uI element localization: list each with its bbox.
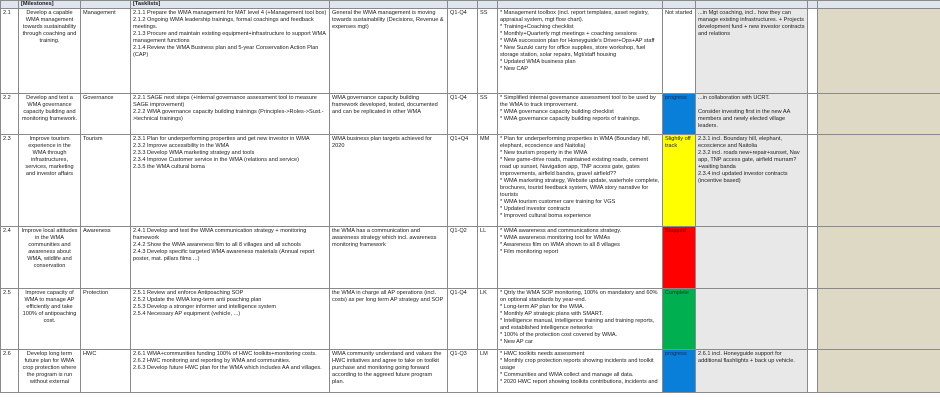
milestone-cell: Develop a capable WMA management towards sustainability through coaching and training. xyxy=(19,8,81,93)
owner-cell: LM xyxy=(478,349,498,392)
comments-cell: ...in Mgt coaching, incl.. how they can manage existing infrastructures. + Projects development fund + new investor contracts and relations xyxy=(696,8,808,93)
period-cell: Q1-Q3 xyxy=(448,349,478,392)
outputs-cell: * Simplified internal governance assessment tool to be used by the WMA to track improvement. * WMA governance capacity building checklist * WMA governance capacity building reports of trainings. xyxy=(498,93,663,134)
indicator-cell: General the WMA management is moving towards sustainability (Decisions, Revenue & expenses mgt) xyxy=(330,8,448,93)
milestone-cell: Develop and test a WMA governance capacity building and monitoring framework. xyxy=(19,93,81,134)
comments-cell: 2.6.1 incl. Honeyguide support for additional flashlights + back up vehicle. xyxy=(696,349,808,392)
row-id: 2.3 xyxy=(1,134,19,226)
indicator-cell: WMA business plan targets achieved for 2020 xyxy=(330,134,448,226)
spacer-cell xyxy=(808,349,818,392)
outputs-cell: * Qtrly the WMA SOP monitoring, 100% on mandatory and 60% on optional standards by year-end. * Long-term AP plan for the WMA. * Monthly AP strategic plans with SMART. * Intelligence manual, intelligence training and training reports, and established intelligence networks * 100% of the protection cost covered by WMA. * New AP car xyxy=(498,288,663,349)
header-cell xyxy=(696,1,808,9)
tasks-cell: 2.4.1 Develop and test the WMA communication strategy + monitoring framework 2.4.2 Show the WMA awareness film to all 8 villages and all schools 2.4.3 Develop specific targeted WMA awareness materials (Annual report poster, mat. pillars films ...) xyxy=(131,226,330,288)
header-milestones: [Milestones] xyxy=(19,1,81,9)
area-cell: Protection xyxy=(81,288,131,349)
tasks-cell: 2.1.1 Prepare the WMA management for MAT level 4 (+Management tool box) 2.1.2 Ongoing WMA leadership trainings, formal coachings and feedback meetings. 2.1.3 Procure and maintain existing equipment+infrastructure to support WMA management functions 2.1.4 Review the WMA Business plan and 5-year Conservation Action Plan (CAP) xyxy=(131,8,330,93)
area-cell: Governance xyxy=(81,93,131,134)
header-cell xyxy=(498,1,663,9)
spacer-cell xyxy=(808,93,818,134)
area-cell: Management xyxy=(81,8,131,93)
owner-cell: MM xyxy=(478,134,498,226)
outputs-cell: * HWC toolkits needs assessment * Monthly crop protection reports showing incidents and toolkit usage * Communities and WMA collect and manage all data. * 2020 HWC report showing toolkits contributions, incidents and xyxy=(498,349,663,392)
outputs-cell: * Plan for underperforming properties in WMA (Boundary hill, elephant, ecoscience and Naitolia) * New tourism property in the WMA * New game-drive roads, maintained existing roads, cement road up sunset, Navigation app, TNP access gate, gates improvements, airfield bandra, gravel airfield?? * WMA marketing strategy, Website update, waterhole complete, brochures, tourist feedback system, WMA story narrative for tourists * WMA tourism customer care training for VGS * Updated investor contracts * Improved cultural boma experience xyxy=(498,134,663,226)
header-cell xyxy=(808,1,818,9)
status-cell: Complete xyxy=(663,288,696,349)
period-cell: Q1-Q4 xyxy=(448,8,478,93)
table-row xyxy=(1,134,940,226)
notes-cell xyxy=(818,134,940,226)
row-id: 2.2 xyxy=(1,93,19,134)
area-cell: Tourism xyxy=(81,134,131,226)
owner-cell: SS xyxy=(478,8,498,93)
row-id: 2.6 xyxy=(1,349,19,392)
milestone-cell: Improve tourism experience in the WMA through infrastructures, services, marketing and investor affairs xyxy=(19,134,81,226)
period-cell: Q1+Q4 xyxy=(448,134,478,226)
outputs-cell: * Management toolbox (incl. report templates, asset registry, appraisal system, mgt flow chart). * Training+Coaching checklist * Monthly+Quarterly mgt meetings + coaching sessions * WMA succession plan for Honeyguide's Driver+Ops+AP staff * New Suzuki carry for office supplies, store workshop, fuel storage station, solar repairs, Mgt/staff housing * Updated WMA business plan * New CAP xyxy=(498,8,663,93)
milestone-cell: Develop long term future plan for WMA crop protection where the program is run without external xyxy=(19,349,81,392)
table-row xyxy=(1,226,940,288)
header-cell xyxy=(448,1,478,9)
indicator-cell: the WMA in charge all AP operations (incl. costs) as per long term AP strategy and SOP xyxy=(330,288,448,349)
indicator-cell: WMA governance capacity building framework developed, tested, documented and can be replicated in other WMA xyxy=(330,93,448,134)
outputs-cell: * WMA awareness and communications strategy. * WMA awareness monitoring tool for WMAs * Awareness film on WMA shown to all 8 villages * Film monitoring report xyxy=(498,226,663,288)
area-cell: HWC xyxy=(81,349,131,392)
row-id: 2.1 xyxy=(1,8,19,93)
spacer-cell xyxy=(808,134,818,226)
period-cell: Q1-Q4 xyxy=(448,288,478,349)
table-row xyxy=(1,8,940,93)
header-cell xyxy=(818,1,940,9)
milestone-cell: Improve local attitudes in the WMA communities and awareness about WMA, wildlife and conservation xyxy=(19,226,81,288)
spacer-cell xyxy=(808,288,818,349)
header-row xyxy=(1,1,940,9)
indicator-cell: the WMA has a communication and awareness strategy which incl. awareness monitoring framework xyxy=(330,226,448,288)
header-cell xyxy=(81,1,131,9)
tasks-cell: 2.5.1 Review and enforce Antipoaching SOP 2.5.2 Update the WMA long-term anti poaching plan 2.5.3 Develop a stronger informer and intelligence system 2.5.4 Necessary AP equipment (vehicle, ...) xyxy=(131,288,330,349)
comments-cell: 2.3.1 incl. Boundary hill, elephant, ecoscience and Naitolia 2.3.2 incl. roads new+repair+sunset, Nav app, TNP access gate, airfield murram?+waiting banda 2.3.4 incl updated investor contracts (incentive based) xyxy=(696,134,808,226)
row-id: 2.4 xyxy=(1,226,19,288)
milestone-cell: Improve capacity of WMA to manage AP efficiently and take 100% of antipoaching cost. xyxy=(19,288,81,349)
notes-cell xyxy=(818,226,940,288)
status-cell: Not started xyxy=(663,8,696,93)
notes-cell xyxy=(818,8,940,93)
tasks-cell: 2.6.1 WMA+communities funding 100% of HWC toolkits+monitoring costs. 2.6.2 HWC monitoring and reporting by WMA and communities. 2.6.3 Develop future HWC plan for the WMA which includes AA and villages. xyxy=(131,349,330,392)
tasks-cell: 2.2.1 SAGE next steps (+internal governance assessment tool to measure SAGE improvement) 2.2.2 WMA governance capacity building trainings (Principles->Roles->Sust.->technical trainings) xyxy=(131,93,330,134)
status-cell: Stopped xyxy=(663,226,696,288)
header-cell xyxy=(478,1,498,9)
status-cell: Slightly off track xyxy=(663,134,696,226)
notes-cell xyxy=(818,288,940,349)
header-cell xyxy=(1,1,19,9)
comments-cell xyxy=(696,226,808,288)
spacer-cell xyxy=(808,8,818,93)
table-row xyxy=(1,93,940,134)
status-cell: progress xyxy=(663,93,696,134)
comments-cell: ...in collaboration with UCRT. Consider investing first in the new AA members and newly elected village leaders. xyxy=(696,93,808,134)
comments-cell xyxy=(696,288,808,349)
spacer-cell xyxy=(808,226,818,288)
header-cell xyxy=(330,1,448,9)
notes-cell xyxy=(818,349,940,392)
owner-cell: LK xyxy=(478,288,498,349)
table-row xyxy=(1,349,940,392)
header-tasklists: [Tasklists] xyxy=(131,1,330,9)
tasks-cell: 2.3.1 Plan for underperforming properties and get new investor in WMA 2.3.2 Improve accessibility in the WMA 2.3.3 Develop WMA marketing strategy and tools 2.3.4 Improve Customer service in the WMA (relations and service) 2.3.5 the WMA cultural boma xyxy=(131,134,330,226)
header-cell xyxy=(663,1,696,9)
table-row xyxy=(1,288,940,349)
notes-cell xyxy=(818,93,940,134)
indicator-cell: WMA community understand and values the HWC initiatives and agree to take on toolkit purchase and monitoring going forward according to the aggreed future program plan. xyxy=(330,349,448,392)
period-cell: Q1-Q2 xyxy=(448,226,478,288)
period-cell: Q1-Q4 xyxy=(448,93,478,134)
owner-cell: SS xyxy=(478,93,498,134)
area-cell: Awareness xyxy=(81,226,131,288)
owner-cell: LL xyxy=(478,226,498,288)
status-cell: progress xyxy=(663,349,696,392)
row-id: 2.5 xyxy=(1,288,19,349)
